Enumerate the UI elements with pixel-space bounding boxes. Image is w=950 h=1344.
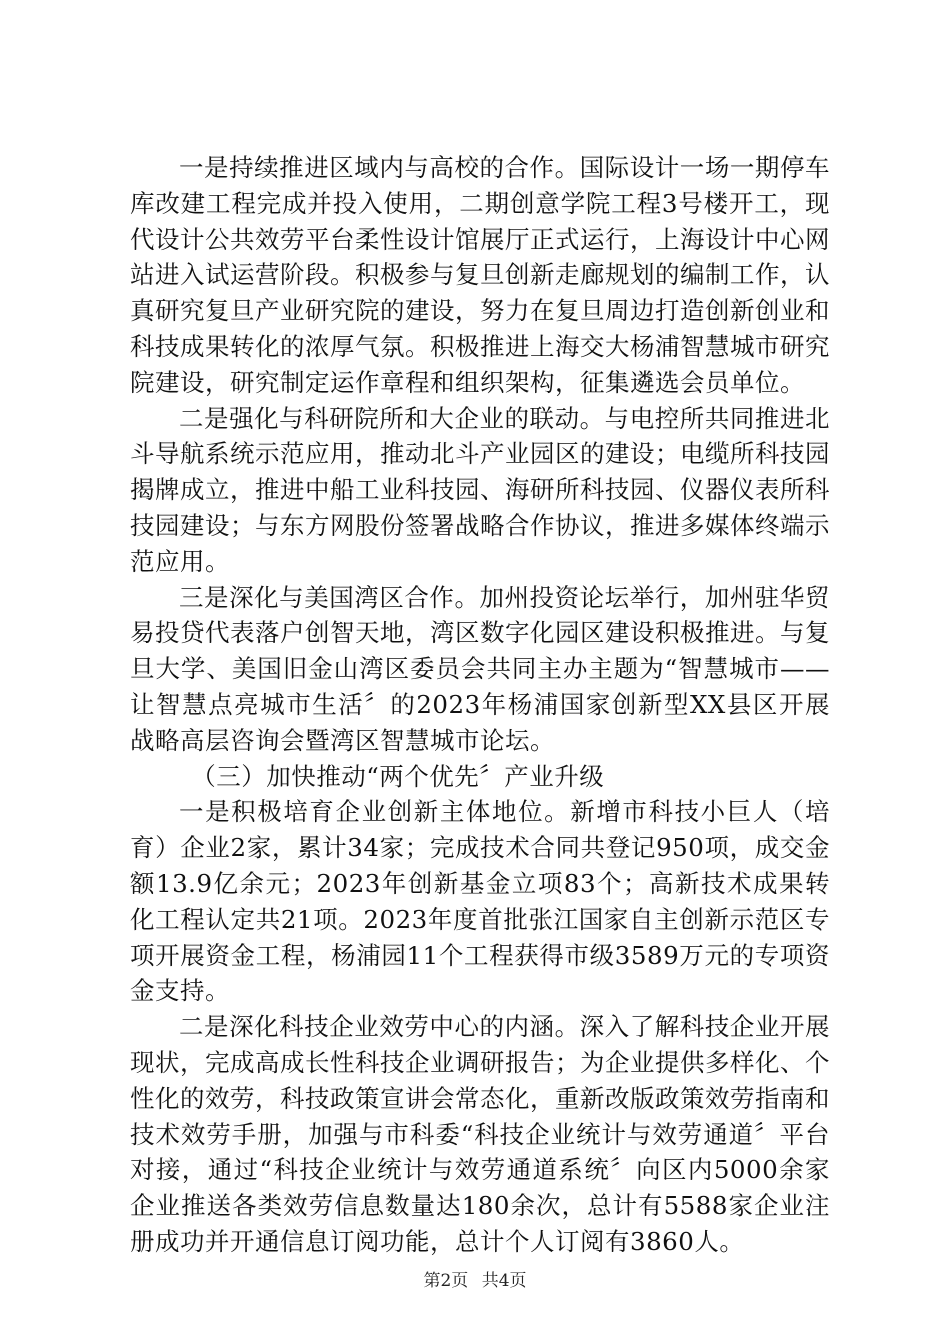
paragraph-enterprise-innovation: 一是积极培育企业创新主体地位。新增市科技小巨人（培育）企业2家，累计34家；完成技术合同共登记950项，成交金额13.9亿余元；2023年创新基金立项83个；高新技术成果转化工程认定共21项。2023年度首批张江国家自主创新示范区专项开展资金工程，杨浦园11个工程获得市级3589万元的专项资金支持。 [130, 797, 830, 1006]
paragraph-bay-area: 三是深化与美国湾区合作。加州投资论坛举行，加州驻华贸易投贷代表落户创智天地，湾区数字化园区建设积极推进。与复旦大学、美国旧金山湾区委员会共同主办主题为“智慧城市——让智慧点亮城市生活〞的2023年杨浦国家创新型XX县区开展战略高层咨询会暨湾区智慧城市论坛。 [130, 582, 830, 755]
section-heading: （三）加快推动“两个优先〞产业升级 [191, 761, 605, 791]
document-body [130, 150, 830, 1260]
paragraph-university-cooperation: 一是持续推进区域内与高校的合作。国际设计一场一期停车库改建工程完成并投入使用，二期创意学院工程3号楼开工，现代设计公共效劳平台柔性设计馆展厅正式运行，上海设计中心网站进入试运营阶段。积极参与复旦创新走廊规划的编制工作，认真研究复旦产业研究院的建设，努力在复旦周边打造创新创业和科技成果转化的浓厚气氛。积极推进上海交大杨浦智慧城市研究院建设，研究制定运作章程和组织架构，征集遴选会员单位。 [130, 153, 830, 397]
page-number: 第2页 [423, 1271, 469, 1291]
paragraph-service-center: 二是深化科技企业效劳中心的内涵。深入了解科技企业开展现状，完成高成长性科技企业调研报告；为企业提供多样化、个性化的效劳，科技政策宣讲会常态化，重新改版政策效劳指南和技术效劳手册，加强与市科委“科技企业统计与效劳通道〞平台对接，通过“科技企业统计与效劳通道系统〞向区内5000余家企业推送各类效劳信息数量达180余次，总计有5588家企业注册成功并开通信息订阅功能，总计个人订阅有3860人。 [130, 1012, 830, 1256]
page-footer [0, 1266, 950, 1291]
paragraph-research-institutes: 二是强化与科研院所和大企业的联动。与电控所共同推进北斗导航系统示范应用，推动北斗产业园区的建设；电缆所科技园揭牌成立，推进中船工业科技园、海研所科技园、仪器仪表所科技园建设；与东方网股份签署战略合作协议，推进多媒体终端示范应用。 [130, 403, 830, 576]
page-total: 共4页 [481, 1271, 527, 1291]
